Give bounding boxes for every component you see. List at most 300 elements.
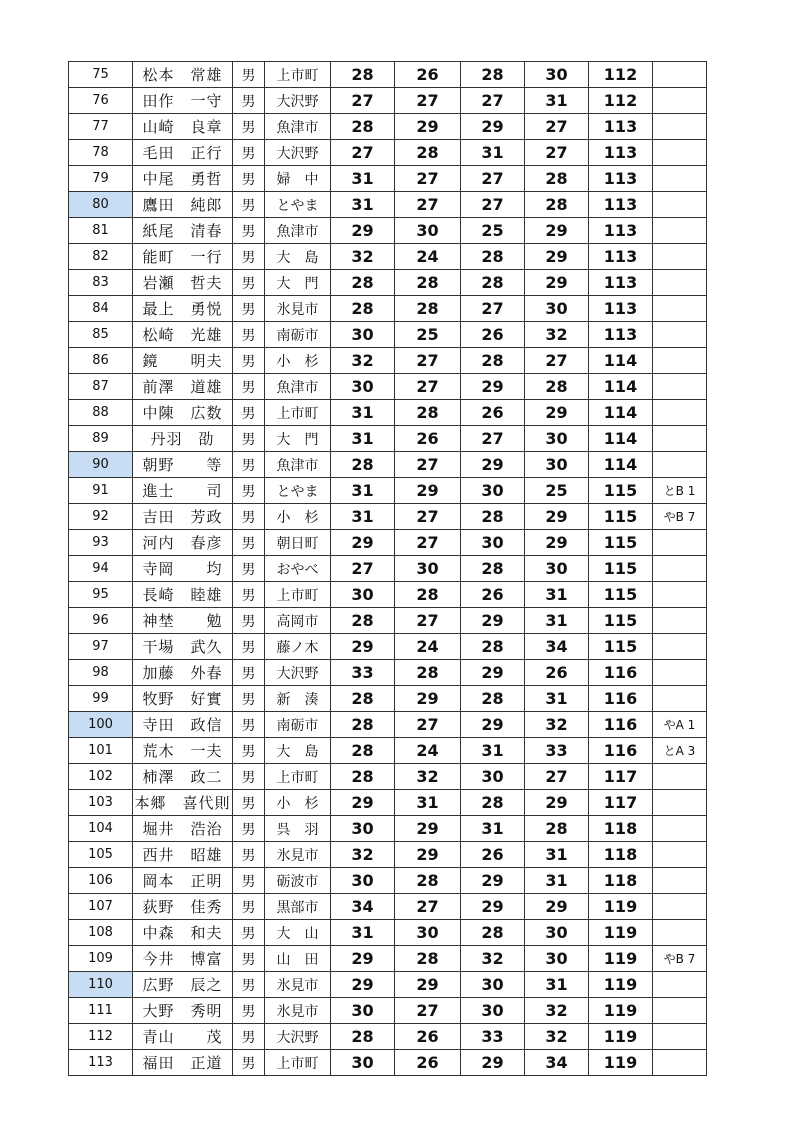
note <box>653 192 707 218</box>
note <box>653 62 707 88</box>
round-1-score: 28 <box>331 764 395 790</box>
round-3-score: 28 <box>461 790 525 816</box>
round-3-score: 29 <box>461 868 525 894</box>
table-row <box>69 140 707 166</box>
round-4-score: 29 <box>525 504 589 530</box>
total-score: 119 <box>589 1024 653 1050</box>
round-4-score: 30 <box>525 920 589 946</box>
round-3-score: 29 <box>461 1050 525 1076</box>
round-3-score: 28 <box>461 504 525 530</box>
club-name: 上市町 <box>265 1050 331 1076</box>
player-name: 最上 勇悦 <box>133 296 233 322</box>
gender: 男 <box>233 426 265 452</box>
round-4-score: 30 <box>525 426 589 452</box>
round-2-score: 26 <box>395 426 461 452</box>
table-row <box>69 582 707 608</box>
total-score: 115 <box>589 478 653 504</box>
club-name: 魚津市 <box>265 374 331 400</box>
round-3-score: 29 <box>461 660 525 686</box>
club-name: とやま <box>265 192 331 218</box>
rank-number: 95 <box>69 582 133 608</box>
round-4-score: 32 <box>525 998 589 1024</box>
player-name: 寺田 政信 <box>133 712 233 738</box>
club-name: 氷見市 <box>265 972 331 998</box>
table-row <box>69 556 707 582</box>
gender: 男 <box>233 192 265 218</box>
table-row <box>69 270 707 296</box>
gender: 男 <box>233 374 265 400</box>
rank-number: 106 <box>69 868 133 894</box>
table-row <box>69 244 707 270</box>
round-4-score: 31 <box>525 582 589 608</box>
round-4-score: 30 <box>525 296 589 322</box>
player-name: 広野 辰之 <box>133 972 233 998</box>
player-name: 鏡 明夫 <box>133 348 233 374</box>
round-3-score: 29 <box>461 608 525 634</box>
gender: 男 <box>233 816 265 842</box>
total-score: 115 <box>589 582 653 608</box>
round-3-score: 28 <box>461 348 525 374</box>
round-4-score: 34 <box>525 1050 589 1076</box>
club-name: 上市町 <box>265 582 331 608</box>
total-score: 115 <box>589 556 653 582</box>
table-row <box>69 348 707 374</box>
round-3-score: 26 <box>461 322 525 348</box>
club-name: 氷見市 <box>265 842 331 868</box>
note: やB 7 <box>653 504 707 530</box>
round-2-score: 29 <box>395 686 461 712</box>
round-1-score: 28 <box>331 1024 395 1050</box>
club-name: 魚津市 <box>265 114 331 140</box>
club-name: 大 島 <box>265 244 331 270</box>
club-name: 黒部市 <box>265 894 331 920</box>
round-2-score: 26 <box>395 1024 461 1050</box>
round-1-score: 31 <box>331 400 395 426</box>
round-4-score: 29 <box>525 790 589 816</box>
round-4-score: 29 <box>525 400 589 426</box>
round-3-score: 26 <box>461 842 525 868</box>
table-row <box>69 972 707 998</box>
round-3-score: 26 <box>461 582 525 608</box>
gender: 男 <box>233 166 265 192</box>
round-2-score: 27 <box>395 608 461 634</box>
gender: 男 <box>233 582 265 608</box>
rank-number: 97 <box>69 634 133 660</box>
table-row <box>69 998 707 1024</box>
round-4-score: 31 <box>525 972 589 998</box>
club-name: 婦 中 <box>265 166 331 192</box>
round-4-score: 30 <box>525 452 589 478</box>
rank-number: 99 <box>69 686 133 712</box>
rank-number: 98 <box>69 660 133 686</box>
note <box>653 348 707 374</box>
table-row <box>69 764 707 790</box>
round-2-score: 26 <box>395 1050 461 1076</box>
total-score: 115 <box>589 504 653 530</box>
table-row <box>69 868 707 894</box>
round-1-score: 34 <box>331 894 395 920</box>
player-name: 荒木 一夫 <box>133 738 233 764</box>
total-score: 114 <box>589 426 653 452</box>
gender: 男 <box>233 998 265 1024</box>
note <box>653 218 707 244</box>
round-2-score: 28 <box>395 582 461 608</box>
club-name: 氷見市 <box>265 296 331 322</box>
player-name: 毛田 正行 <box>133 140 233 166</box>
round-2-score: 24 <box>395 244 461 270</box>
total-score: 114 <box>589 452 653 478</box>
total-score: 113 <box>589 296 653 322</box>
club-name: 呉 羽 <box>265 816 331 842</box>
gender: 男 <box>233 920 265 946</box>
round-1-score: 27 <box>331 140 395 166</box>
round-1-score: 29 <box>331 946 395 972</box>
round-4-score: 32 <box>525 712 589 738</box>
player-name: 干場 武久 <box>133 634 233 660</box>
round-3-score: 29 <box>461 374 525 400</box>
rank-number: 78 <box>69 140 133 166</box>
rank-number: 75 <box>69 62 133 88</box>
round-2-score: 30 <box>395 218 461 244</box>
gender: 男 <box>233 738 265 764</box>
round-1-score: 30 <box>331 816 395 842</box>
club-name: 小 杉 <box>265 790 331 816</box>
round-1-score: 29 <box>331 530 395 556</box>
round-3-score: 27 <box>461 192 525 218</box>
round-3-score: 27 <box>461 296 525 322</box>
player-name: 能町 一行 <box>133 244 233 270</box>
total-score: 119 <box>589 946 653 972</box>
round-2-score: 24 <box>395 634 461 660</box>
round-4-score: 30 <box>525 62 589 88</box>
round-2-score: 28 <box>395 660 461 686</box>
round-2-score: 29 <box>395 842 461 868</box>
player-name: 丹羽 劭 <box>133 426 233 452</box>
rank-number: 81 <box>69 218 133 244</box>
club-name: 大 門 <box>265 270 331 296</box>
round-1-score: 27 <box>331 88 395 114</box>
total-score: 116 <box>589 712 653 738</box>
results-table <box>68 61 707 1076</box>
gender: 男 <box>233 114 265 140</box>
player-name: 中尾 勇哲 <box>133 166 233 192</box>
rank-number: 107 <box>69 894 133 920</box>
table-row <box>69 478 707 504</box>
round-1-score: 31 <box>331 166 395 192</box>
club-name: 大沢野 <box>265 140 331 166</box>
club-name: 大 山 <box>265 920 331 946</box>
gender: 男 <box>233 452 265 478</box>
gender: 男 <box>233 218 265 244</box>
gender: 男 <box>233 88 265 114</box>
note <box>653 582 707 608</box>
total-score: 119 <box>589 998 653 1024</box>
rank-number: 76 <box>69 88 133 114</box>
note <box>653 842 707 868</box>
gender: 男 <box>233 556 265 582</box>
rank-number: 90 <box>69 452 133 478</box>
table-row <box>69 530 707 556</box>
round-4-score: 34 <box>525 634 589 660</box>
round-2-score: 30 <box>395 556 461 582</box>
club-name: 大 島 <box>265 738 331 764</box>
gender: 男 <box>233 270 265 296</box>
note <box>653 556 707 582</box>
total-score: 119 <box>589 920 653 946</box>
club-name: 上市町 <box>265 400 331 426</box>
round-3-score: 28 <box>461 634 525 660</box>
player-name: 鷹田 純郎 <box>133 192 233 218</box>
table-row <box>69 842 707 868</box>
round-4-score: 29 <box>525 530 589 556</box>
round-2-score: 31 <box>395 790 461 816</box>
round-2-score: 27 <box>395 374 461 400</box>
table-row <box>69 738 707 764</box>
round-3-score: 29 <box>461 712 525 738</box>
round-3-score: 31 <box>461 738 525 764</box>
gender: 男 <box>233 504 265 530</box>
round-1-score: 30 <box>331 322 395 348</box>
round-2-score: 25 <box>395 322 461 348</box>
player-name: 田作 一守 <box>133 88 233 114</box>
table-row <box>69 192 707 218</box>
rank-number: 83 <box>69 270 133 296</box>
round-1-score: 28 <box>331 62 395 88</box>
note <box>653 374 707 400</box>
note <box>653 400 707 426</box>
note <box>653 764 707 790</box>
club-name: 南砺市 <box>265 712 331 738</box>
note <box>653 244 707 270</box>
table-row <box>69 894 707 920</box>
table-row <box>69 608 707 634</box>
gender: 男 <box>233 400 265 426</box>
round-4-score: 31 <box>525 868 589 894</box>
round-2-score: 30 <box>395 920 461 946</box>
round-2-score: 28 <box>395 140 461 166</box>
table-row <box>69 374 707 400</box>
round-1-score: 32 <box>331 348 395 374</box>
round-1-score: 30 <box>331 998 395 1024</box>
note <box>653 1024 707 1050</box>
club-name: 氷見市 <box>265 998 331 1024</box>
round-1-score: 33 <box>331 660 395 686</box>
player-name: 柿澤 政二 <box>133 764 233 790</box>
club-name: 大沢野 <box>265 1024 331 1050</box>
table-row <box>69 1024 707 1050</box>
club-name: 砺波市 <box>265 868 331 894</box>
round-2-score: 27 <box>395 88 461 114</box>
total-score: 113 <box>589 192 653 218</box>
player-name: 松崎 光雄 <box>133 322 233 348</box>
table-row <box>69 114 707 140</box>
gender: 男 <box>233 348 265 374</box>
note <box>653 686 707 712</box>
round-3-score: 32 <box>461 946 525 972</box>
round-3-score: 30 <box>461 530 525 556</box>
note: やA 1 <box>653 712 707 738</box>
gender: 男 <box>233 634 265 660</box>
table-row <box>69 816 707 842</box>
club-name: 高岡市 <box>265 608 331 634</box>
rank-number: 100 <box>69 712 133 738</box>
total-score: 114 <box>589 348 653 374</box>
round-1-score: 29 <box>331 634 395 660</box>
round-4-score: 32 <box>525 322 589 348</box>
total-score: 113 <box>589 218 653 244</box>
rank-number: 86 <box>69 348 133 374</box>
round-3-score: 28 <box>461 920 525 946</box>
total-score: 113 <box>589 244 653 270</box>
club-name: 魚津市 <box>265 452 331 478</box>
gender: 男 <box>233 972 265 998</box>
rank-number: 105 <box>69 842 133 868</box>
round-1-score: 28 <box>331 608 395 634</box>
gender: 男 <box>233 1024 265 1050</box>
round-2-score: 29 <box>395 478 461 504</box>
round-4-score: 27 <box>525 348 589 374</box>
total-score: 119 <box>589 894 653 920</box>
club-name: 小 杉 <box>265 348 331 374</box>
player-name: 進士 司 <box>133 478 233 504</box>
round-1-score: 28 <box>331 296 395 322</box>
round-1-score: 31 <box>331 478 395 504</box>
round-4-score: 27 <box>525 140 589 166</box>
round-1-score: 29 <box>331 218 395 244</box>
player-name: 荻野 佳秀 <box>133 894 233 920</box>
note: やB 7 <box>653 946 707 972</box>
total-score: 114 <box>589 400 653 426</box>
round-2-score: 27 <box>395 894 461 920</box>
rank-number: 104 <box>69 816 133 842</box>
gender: 男 <box>233 660 265 686</box>
table-row <box>69 920 707 946</box>
rank-number: 82 <box>69 244 133 270</box>
table-row <box>69 426 707 452</box>
note <box>653 114 707 140</box>
club-name: 大沢野 <box>265 88 331 114</box>
player-name: 神埜 勉 <box>133 608 233 634</box>
round-3-score: 29 <box>461 452 525 478</box>
total-score: 115 <box>589 634 653 660</box>
gender: 男 <box>233 478 265 504</box>
round-1-score: 28 <box>331 270 395 296</box>
round-4-score: 29 <box>525 218 589 244</box>
round-2-score: 24 <box>395 738 461 764</box>
round-2-score: 26 <box>395 62 461 88</box>
round-1-score: 28 <box>331 114 395 140</box>
rank-number: 113 <box>69 1050 133 1076</box>
player-name: 長崎 睦雄 <box>133 582 233 608</box>
round-2-score: 27 <box>395 530 461 556</box>
note <box>653 270 707 296</box>
total-score: 112 <box>589 88 653 114</box>
rank-number: 88 <box>69 400 133 426</box>
player-name: 堀井 浩治 <box>133 816 233 842</box>
club-name: 魚津市 <box>265 218 331 244</box>
table-row <box>69 790 707 816</box>
round-3-score: 29 <box>461 894 525 920</box>
club-name: 朝日町 <box>265 530 331 556</box>
round-1-score: 31 <box>331 192 395 218</box>
player-name: 加藤 外春 <box>133 660 233 686</box>
total-score: 113 <box>589 114 653 140</box>
gender: 男 <box>233 894 265 920</box>
total-score: 112 <box>589 62 653 88</box>
round-4-score: 27 <box>525 114 589 140</box>
note <box>653 166 707 192</box>
gender: 男 <box>233 530 265 556</box>
round-4-score: 26 <box>525 660 589 686</box>
round-2-score: 27 <box>395 192 461 218</box>
note <box>653 816 707 842</box>
round-3-score: 28 <box>461 556 525 582</box>
club-name: 大 門 <box>265 426 331 452</box>
note <box>653 868 707 894</box>
player-name: 岩瀬 哲夫 <box>133 270 233 296</box>
table-row <box>69 166 707 192</box>
player-name: 松本 常雄 <box>133 62 233 88</box>
rank-number: 93 <box>69 530 133 556</box>
table-row <box>69 712 707 738</box>
round-3-score: 27 <box>461 426 525 452</box>
rank-number: 80 <box>69 192 133 218</box>
rank-number: 112 <box>69 1024 133 1050</box>
round-1-score: 32 <box>331 842 395 868</box>
round-4-score: 28 <box>525 192 589 218</box>
gender: 男 <box>233 842 265 868</box>
round-3-score: 31 <box>461 816 525 842</box>
round-3-score: 28 <box>461 686 525 712</box>
note <box>653 296 707 322</box>
gender: 男 <box>233 140 265 166</box>
round-1-score: 28 <box>331 738 395 764</box>
table-row <box>69 452 707 478</box>
round-1-score: 28 <box>331 686 395 712</box>
rank-number: 111 <box>69 998 133 1024</box>
table-row <box>69 400 707 426</box>
round-1-score: 32 <box>331 244 395 270</box>
player-name: 中陳 広数 <box>133 400 233 426</box>
gender: 男 <box>233 608 265 634</box>
rank-number: 101 <box>69 738 133 764</box>
round-4-score: 29 <box>525 270 589 296</box>
note <box>653 998 707 1024</box>
rank-number: 94 <box>69 556 133 582</box>
round-3-score: 25 <box>461 218 525 244</box>
round-4-score: 32 <box>525 1024 589 1050</box>
player-name: 朝野 等 <box>133 452 233 478</box>
gender: 男 <box>233 1050 265 1076</box>
table-row <box>69 1050 707 1076</box>
round-1-score: 31 <box>331 504 395 530</box>
note <box>653 790 707 816</box>
total-score: 114 <box>589 374 653 400</box>
note <box>653 530 707 556</box>
total-score: 113 <box>589 270 653 296</box>
round-4-score: 28 <box>525 166 589 192</box>
round-4-score: 33 <box>525 738 589 764</box>
round-2-score: 28 <box>395 270 461 296</box>
player-name: 大野 秀明 <box>133 998 233 1024</box>
table-row <box>69 218 707 244</box>
round-3-score: 28 <box>461 244 525 270</box>
total-score: 116 <box>589 738 653 764</box>
player-name: 福田 正道 <box>133 1050 233 1076</box>
note <box>653 634 707 660</box>
club-name: 新 湊 <box>265 686 331 712</box>
table-row <box>69 946 707 972</box>
